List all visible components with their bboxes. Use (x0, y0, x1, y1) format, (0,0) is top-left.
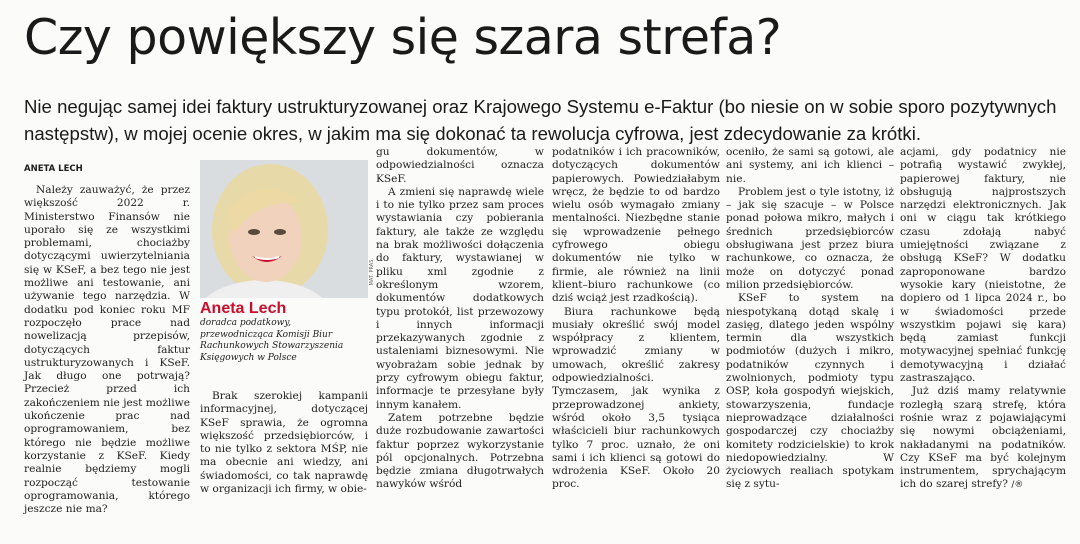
column-6-paragraph-2 (900, 385, 1066, 492)
column-3-paragraph-2: A zmieni się naprawdę wiele i to nie tylko przez sam proces wystawiania czy pobierania faktury, ale także ze względu na brak możliwości dołączenia do faktury, wystawianej w pliku xml zgodnie z określonym wzorem, dokumentów dodatkowych typu protokół, list przewozowy i innych informacji przekazywanych zgodnie z ustaleniami biznesowymi. Nie wyobrażam sobie jednak by przy cyfrowym obiegu faktur, informacje te przesyłane były innym kanałem. (376, 185, 544, 411)
column-6 (900, 146, 1066, 493)
author-name: Aneta Lech (200, 300, 287, 317)
column-4-paragraph-2: Biura rachunkowe będą musiały określić swój model współpracy z klientem, wprowadzić zmiany w umowach, określić zakresy odpowiedzialności. Tymczasem, jak wynika z przeprowadzonej ankiety, wśród około 3,5 tysiąca właścicieli biur rachunkowych tylko 7 proc. uznało, że oni sami i ich klienci są gotowi do wdrożenia KSeF. Około 20 proc. (552, 305, 720, 491)
column-3 (376, 146, 544, 492)
author-role: doradca podatkowy, przewodnicząca Komisji Biur Rachunkowych Stowarzyszenia Księgowych w Polsce (200, 318, 344, 363)
column-3-paragraph-3: Zatem potrzebne będzie duże rozbudowanie zawartości faktur poprzez wykorzystanie pól opcjonalnych. Potrzebna będzie zmiana długotrwałych nawyków wśród (376, 411, 544, 491)
column-6-paragraph-1: acjami, gdy podatnicy nie potrafią wystawić zwykłej, papierowej faktury, nie obsługują najprostszych narzędzi elektronicznych. Jak oni w ciągu tak krótkiego czasu zdołają nabyć umiejętności związane z obsługą KSeF? W dodatku zaproponowane bardzo wysokie kary (nieistotne, że dopiero od 1 lipca 2024 r., bo w świadomości przede wszystkim pojawi się kara) będą zamiast funkcji motywacyjnej spełniać funkcję demotywacyjną i działać zastraszająco. (900, 146, 1066, 385)
column-5-paragraph-2: Problem jest o tyle istotny, iż – jak się szacuje – w Polsce ponad połowa mikro, małych i średnich przedsiębiorców obsługiwana jest przez biura rachunkowe, co oznacza, że może on dotyczyć ponad milion przedsiębiorców. (726, 185, 894, 291)
column-5 (726, 146, 894, 492)
photo-credit: MAT. PRAS. (369, 258, 375, 286)
column-2 (200, 390, 368, 496)
column-1-paragraph-1: Należy zauważyć, że przez większość 2022 r. Ministerstwo Finansów nie uporało się ze wszystkimi problemami, chociażby dotyczącymi uwierzytelniania się w KSeF, a bez tego nie jest możliwe ani testowanie, ani używanie tego narzędzia. W dodatku pod koniec roku MF rozpoczęło prace nad nowelizacją przepisów, dotyczących faktur ustrukturyzowanych i KSeF. Jak długo one potrwają? Przecież przed ich zakończeniem nie jest możliwe ukończenie prac nad oprogramowaniem, bez którego nie będzie możliwe korzystanie z KSeF. Kiedy realnie będziemy mogli rozpocząć testowanie oprogramowania, którego jeszcze nie ma? (24, 184, 190, 516)
column-4-paragraph-1: podatników i ich pracowników, dotyczących dokumentów papierowych. Powiedziałabym wręcz, że będzie to od bardzo wielu osób wymagało zmiany mentalności. Niezbędne stanie się wprowadzenie pełnego cyfrowego obiegu dokumentów nie tylko w firmie, ale również na linii klient–biuro rachunkowe (co dziś wciąż jest rzadkością). (552, 146, 720, 305)
byline: ANETA LECH (24, 164, 83, 174)
column-6-paragraph-2-text: Już dziś mamy relatywnie rozległą szarą strefę, która rośnie wraz z pojawiającymi się nowymi obciążeniami, nakładanymi na podatników. Czy KSeF ma być kolejnym instrumentem, sprychającym ich do szarej strefy? (900, 385, 1066, 491)
author-photo (200, 160, 368, 298)
column-5-paragraph-3: KSeF to system na niespotykaną dotąd skalę i zasięg, dlatego jeden wspólny termin dla wszystkich podmiotów (dużych i mikro, podatników czynnych i zwolnionych, podmioty typu OSP, koła gospodyń wiejskich, stowarzyszenia, fundacje nieprowadzące działalności gospodarczej czy chociażby komitety rodzicielskie) to krok niedopowiedzialny. W życiowych realiach spotykam się z sytu- (726, 292, 894, 491)
column-2-paragraph-1: Brak szerokiej kampanii informacyjnej, dotyczącej KSeF sprawia, że ogromna większość przedsiębiorców, i to nie tylko z sektora MŚP, nie ma obecnie ani wiedzy, ani świadomości, co tak naprawdę w organizacji ich firmy, w obie- (200, 390, 368, 496)
column-5-paragraph-1: oceniło, że sami są gotowi, ale ani systemy, ani ich klienci – nie. (726, 146, 894, 185)
end-mark: /® (1011, 480, 1024, 491)
column-3-paragraph-1: gu dokumentów, w odpowiedzialności oznacza KSeF. (376, 146, 544, 185)
author-portrait-image (200, 160, 368, 298)
lead-paragraph: Nie negując samej idei faktury ustrukturyzowanej oraz Krajowego Systemu e-Faktur (bo niesie on w sobie sporo pozytywnych następstw), w mojej ocenie okres, w jakim ma się dokonać ta rewolucja cyfrowa, jest zdecydowanie za krótki. (24, 96, 1057, 144)
column-4 (552, 146, 720, 492)
headline: Czy powiększy się szara strefa? (24, 9, 782, 66)
column-1 (24, 184, 190, 516)
